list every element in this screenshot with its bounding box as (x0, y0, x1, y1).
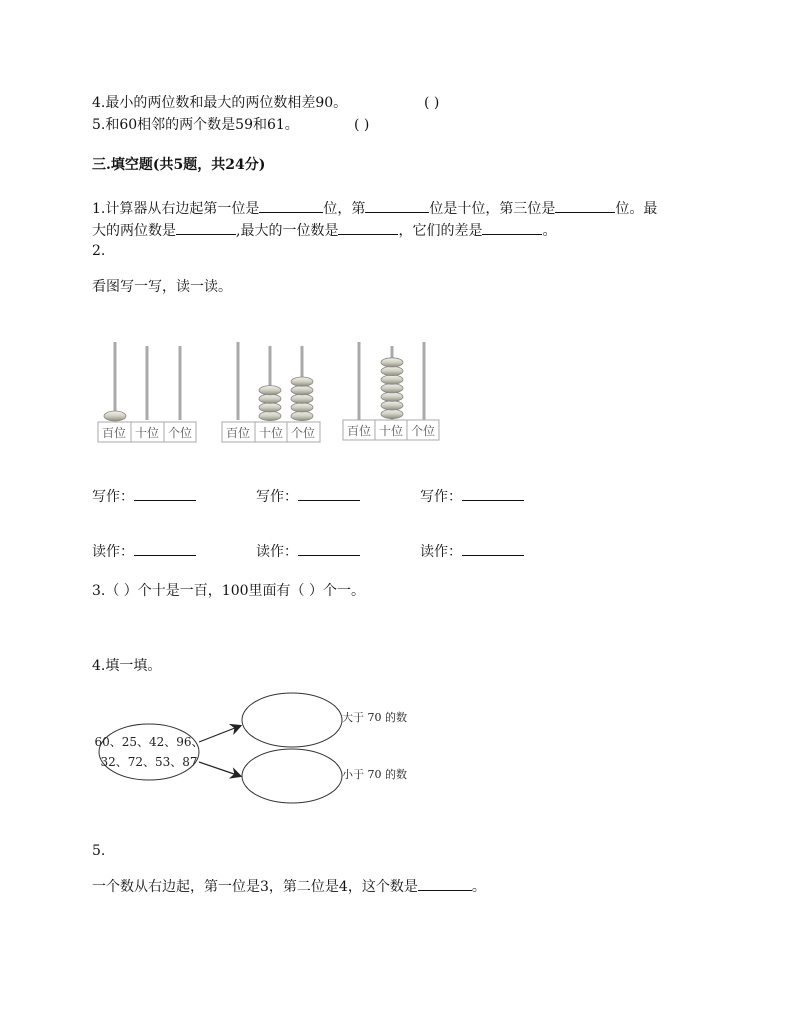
fill-q1-line2 (92, 220, 556, 240)
fill-q1-text-4: 位。最 (615, 201, 658, 217)
abacus-bead (291, 377, 313, 386)
abacus-3 (343, 342, 439, 440)
fill-q1-line1 (92, 198, 657, 218)
read-label: 读作： (256, 544, 298, 560)
abacus-2 (222, 342, 320, 442)
fill-q5-text: 一个数从右边起，第一位是3，第二位是4，这个数是 (92, 879, 418, 895)
read-label: 读作： (420, 544, 462, 560)
fill-q1-text-8: 。 (542, 223, 557, 239)
abacus-bead (381, 409, 403, 418)
fill-q5-number: 5. (92, 843, 106, 859)
fill-q4-title: 4.填一填。 (92, 658, 162, 674)
read-blank-1[interactable] (134, 541, 196, 556)
abacus-bead (381, 384, 403, 393)
abacus-bead (259, 411, 281, 420)
write-row (420, 486, 524, 506)
abacus-label-tens: 十位 (378, 424, 404, 438)
abacus-bead (104, 411, 126, 421)
fill-q1-blank-4[interactable] (176, 220, 236, 235)
abacus-bead (381, 375, 403, 384)
fill-q1-blank-6[interactable] (482, 220, 542, 235)
abacus-label-hundreds: 百位 (225, 426, 251, 440)
less-than-70-label: 小于 70 的数 (342, 768, 407, 781)
section-title: 三.填空题(共5题，共24分) (92, 157, 266, 173)
fill-q1-text-3: 位是十位，第三位是 (429, 201, 556, 217)
abacus-bead (381, 366, 403, 375)
abacus-label-hundreds: 百位 (346, 424, 372, 438)
numbers-line-2: 32、72、53、87 (100, 755, 198, 769)
fill-q5-blank[interactable] (418, 876, 472, 891)
read-blank-2[interactable] (298, 541, 360, 556)
fill-q1-blank-3[interactable] (555, 198, 615, 213)
sorting-diagram (0, 690, 794, 820)
fill-q1-blank-2[interactable] (365, 198, 429, 213)
fill-q2-number: 2. (92, 243, 106, 259)
judge-q5 (92, 116, 299, 134)
abacus-bead (291, 411, 313, 420)
fill-q1-blank-1[interactable] (259, 198, 323, 213)
write-label: 写作： (420, 489, 462, 505)
write-blank-1[interactable] (134, 486, 196, 501)
read-blank-3[interactable] (462, 541, 524, 556)
judge-q4 (92, 94, 347, 112)
judge-q5-text: 5.和60相邻的两个数是59和61。 (92, 117, 299, 133)
fill-q2-instruction: 看图写一写，读一读。 (92, 279, 232, 295)
fill-q5-line (92, 876, 486, 896)
less-than-70-oval[interactable] (242, 749, 342, 803)
fill-q1-text-6: ,最大的一位数是 (236, 223, 339, 239)
abacus-bead (259, 403, 281, 412)
abacus-bead (381, 401, 403, 410)
abacus-bead (291, 403, 313, 412)
fill-q3: 3.（ ）个十是一百，100里面有（ ）个一。 (92, 583, 365, 599)
write-blank-2[interactable] (298, 486, 360, 501)
abacus-bead (381, 358, 403, 367)
judge-q4-text: 4.最小的两位数和最大的两位数相差90。 (92, 95, 348, 111)
fill-q5-end: 。 (471, 879, 486, 895)
read-row (92, 541, 196, 561)
judge-q5-paren[interactable]: ( ) (354, 117, 370, 133)
abacus-bead (259, 386, 281, 395)
abacus-bead (259, 394, 281, 403)
greater-than-70-label: 大于 70 的数 (342, 711, 407, 724)
numbers-oval (99, 724, 199, 780)
abacus-bead (291, 386, 313, 395)
write-row (92, 486, 196, 506)
fill-q1-blank-5[interactable] (338, 220, 398, 235)
write-label: 写作： (92, 489, 134, 505)
abacus-1 (98, 342, 196, 442)
greater-than-70-oval[interactable] (242, 693, 342, 747)
abacus-label-ones: 个位 (290, 426, 316, 440)
write-blank-3[interactable] (462, 486, 524, 501)
read-row (256, 541, 360, 561)
fill-q1-text-2: 位，第 (323, 201, 366, 217)
read-row (420, 541, 524, 561)
abacus-bead (381, 392, 403, 401)
abacus-figures (0, 330, 794, 450)
abacus-label-tens: 十位 (134, 426, 160, 440)
abacus-label-ones: 个位 (167, 426, 193, 440)
abacus-label-tens: 十位 (258, 426, 284, 440)
abacus-bead (291, 394, 313, 403)
arrow-up (199, 726, 240, 742)
abacus-label-ones: 个位 (410, 424, 436, 438)
write-label: 写作： (256, 489, 298, 505)
fill-q1-text-7: ，它们的差是 (398, 223, 483, 239)
read-label: 读作： (92, 544, 134, 560)
numbers-line-1: 60、25、42、96、 (94, 735, 204, 749)
write-row (256, 486, 360, 506)
arrow-down (199, 762, 240, 776)
judge-q4-paren[interactable]: ( ) (424, 95, 440, 111)
fill-q1-text-1: 1.计算器从右边起第一位是 (92, 201, 260, 217)
abacus-label-hundreds: 百位 (101, 426, 127, 440)
fill-q1-text-5: 大的两位数是 (92, 223, 176, 239)
